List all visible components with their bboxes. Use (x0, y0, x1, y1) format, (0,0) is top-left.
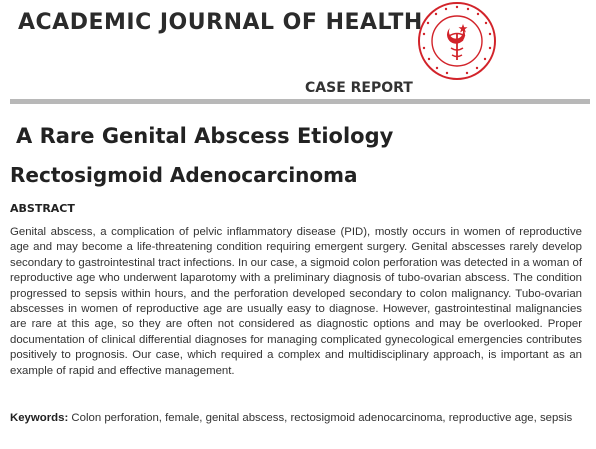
keywords-label: Keywords: (10, 412, 69, 424)
article-type-label: CASE REPORT (305, 80, 413, 96)
abstract-heading: ABSTRACT (10, 202, 75, 215)
article-title-line2: Rectosigmoid Adenocarcinoma (10, 163, 358, 187)
keywords-value: Colon perforation, female, genital abscess, rectosigmoid adenocarcinoma, reproductive age, sepsis (71, 412, 573, 424)
ministry-seal-logo (416, 0, 498, 82)
article-title-line1: A Rare Genital Abscess Etiology (16, 124, 394, 148)
abstract-body: Genital abscess, a complication of pelvic inflammatory disease (PID), mostly occurs in women of reproductive age and may become a life-threatening condition requiring emergent surgery. Genital abscesses rarely develop secondary to gastrointestinal tract infections. In our case, a sigmoid colon perforation was detected in a woman of reproductive age who underwent laparotomy with a preliminary diagnosis of tubo-ovarian abscess. The condition progressed to sepsis within hours, and the perforation developed secondary to colon malignancy. Tubo-ovarian abscesses in women of reproductive age are usually easy to diagnose. However, gastrointestinal malignancies are rare at this age, so they are often not considered as diagnostic options and may be overlooked. Proper documentation of clinical differential diagnoses for managing complicated gynecological emergencies contributes positively to prognosis. Our case, which required a complex and multidisciplinary approach, is important as an example of rapid and effective management. (10, 226, 582, 377)
keywords-line (10, 411, 582, 426)
header-divider (10, 99, 590, 104)
journal-title: ACADEMIC JOURNAL OF HEALTH (18, 10, 423, 35)
